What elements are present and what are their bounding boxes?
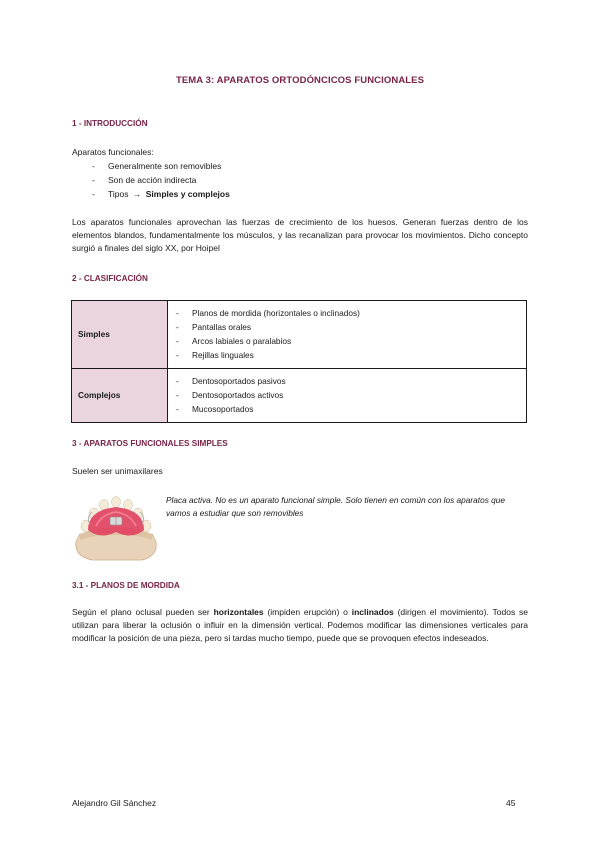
bold-horizontales: horizontales [213, 607, 264, 617]
table-row [72, 369, 527, 423]
list-item-text: Pantallas orales [192, 322, 252, 332]
dash-bullet: - [176, 322, 179, 332]
section-heading-planos-de-mordida: 3.1 - PLANOS DE MORDIDA [72, 581, 180, 590]
intro-label: Aparatos funcionales: [72, 147, 154, 157]
list-item-text: Mucosoportados [192, 404, 254, 414]
dash-bullet: - [176, 390, 179, 400]
list-item-text: Dentosoportados activos [192, 390, 284, 400]
dash-bullet: - [176, 376, 179, 386]
list-item [168, 307, 522, 321]
list-item [72, 188, 230, 202]
page-number: 45 [506, 798, 516, 808]
dash-bullet: - [176, 336, 179, 346]
text-run: Según el plano oclusal pueden ser [72, 607, 214, 617]
list-item-text: Generalmente son removibles [108, 161, 222, 171]
dash-bullet: - [176, 350, 179, 360]
list-item-text: Son de acción indirecta [108, 175, 197, 185]
list-item [168, 349, 522, 363]
table-row-label: Complejos [72, 369, 168, 423]
intro-paragraph: Los aparatos funcionales aprovechan las fuerzas de crecimiento de los huesos. Generan fuerzas dentro de los elementos blandos, fundamentalmente los músculos, y las recanalizan para provocar los movimientos. Dicho concepto surgió a finales del siglo XX, por Hoipel [72, 217, 528, 254]
section-heading-introduccion: 1 - INTRODUCCIÓN [72, 119, 148, 128]
list-item-text: Dentosoportados pasivos [192, 376, 286, 386]
intro-list [72, 160, 230, 202]
list-item [168, 389, 522, 403]
dash-bullet: - [92, 175, 95, 185]
footer-author: Alejandro Gil Sánchez [72, 798, 157, 808]
right-arrow-icon: → [132, 189, 142, 199]
types-prefix: Tipos [108, 189, 129, 199]
list-item [168, 321, 522, 335]
list-item [72, 174, 230, 188]
list-item [168, 335, 522, 349]
dash-bullet: - [176, 404, 179, 414]
dash-bullet: - [176, 308, 179, 318]
section3-intro: Suelen ser unimaxilares [72, 466, 163, 476]
table-row [72, 301, 527, 369]
table-row-items [168, 301, 527, 369]
list-item-text: Planos de mordida (horizontales o inclinados) [192, 308, 360, 318]
list-item-text: Rejillas linguales [192, 350, 254, 360]
bold-inclinados: inclinados [351, 607, 394, 617]
table-row-label: Simples [72, 301, 168, 369]
dash-bullet: - [92, 189, 95, 199]
table-row-items [168, 369, 527, 423]
planos-paragraph [72, 606, 528, 646]
types-value: Simples y complejos [145, 189, 230, 199]
dash-bullet: - [92, 161, 95, 171]
figure-caption: Placa activa. No es un aparato funcional simple. Solo tienen en común con los aparatos que vamos a estudiar que son removibles [166, 495, 505, 518]
page-title: TEMA 3: APARATOS ORTODÓNCICOS FUNCIONALES [175, 75, 425, 86]
list-item [168, 403, 522, 417]
section-heading-clasificacion: 2 - CLASIFICACIÓN [72, 274, 148, 283]
text-run: (dirigen el movimiento). Todos se utilizan para liberar la oclusión o influir en la dimensión vertical. Podemos modificar las dimensiones verticales para modificar la posición de una pieza, pero si tardas mucho tiempo, puede que se provoquen efectos indeseados. [72, 607, 528, 644]
text-run: (impiden erupción) o [263, 607, 352, 617]
list-item-text: Arcos labiales o paralabios [192, 336, 292, 346]
list-item [168, 375, 522, 389]
section-heading-simples: 3 - APARATOS FUNCIONALES SIMPLES [72, 439, 228, 448]
list-item [72, 160, 230, 174]
dental-appliance-image [72, 490, 160, 562]
classification-table [71, 300, 527, 423]
